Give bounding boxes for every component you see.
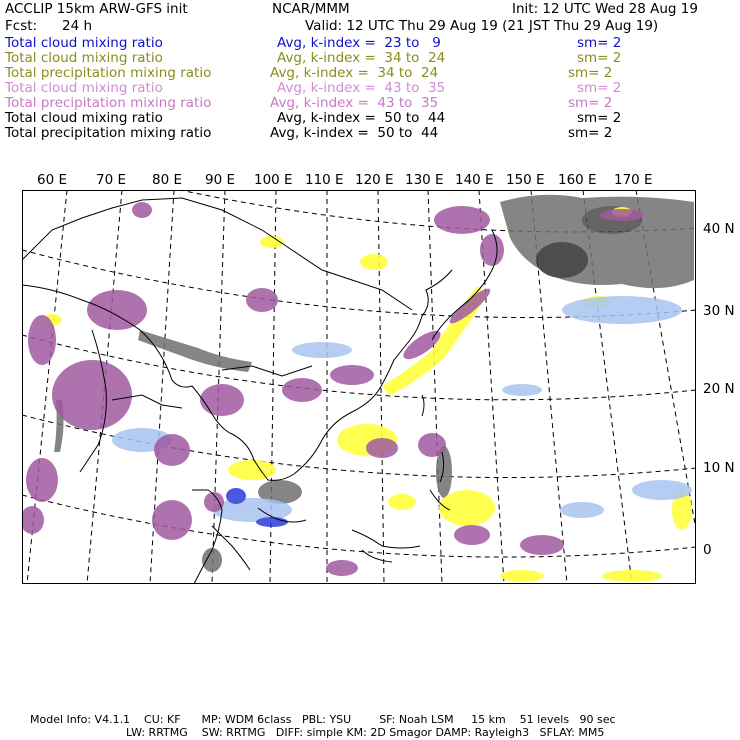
lon-label: 150 E	[506, 172, 545, 188]
legend-smoothing: sm= 2	[577, 50, 622, 66]
legend-index-range: Avg, k-index = 34 to 24	[270, 65, 439, 81]
lat-label: 30 N	[703, 303, 735, 319]
legend-field: Total cloud mixing ratio	[5, 35, 163, 51]
forecast-label: Fcst:	[5, 18, 38, 34]
valid-time: Valid: 12 UTC Thu 29 Aug 19 (21 JST Thu 29 Aug 19)	[305, 18, 659, 34]
lat-label: 10 N	[703, 460, 735, 476]
legend-smoothing: sm= 2	[577, 110, 622, 126]
legend-index-range: Avg, k-index = 50 to 44	[270, 125, 439, 141]
legend-index-range: Avg, k-index = 34 to 24	[277, 50, 446, 66]
lon-label: 170 E	[614, 172, 653, 188]
legend-field: Total cloud mixing ratio	[5, 80, 163, 96]
legend-field: Total precipitation mixing ratio	[5, 95, 212, 111]
lon-label: 80 E	[152, 172, 182, 188]
lon-label: 160 E	[558, 172, 597, 188]
lon-label: 140 E	[455, 172, 494, 188]
legend-index-range: Avg, k-index = 50 to 44	[277, 110, 446, 126]
lat-label: 40 N	[703, 221, 735, 237]
lon-label: 100 E	[254, 172, 293, 188]
legend-index-range: Avg, k-index = 43 to 35	[270, 95, 439, 111]
legend-index-range: Avg, k-index = 43 to 35	[277, 80, 446, 96]
lon-label: 110 E	[305, 172, 344, 188]
lon-label: 120 E	[355, 172, 394, 188]
lon-label: 70 E	[96, 172, 126, 188]
legend-field: Total precipitation mixing ratio	[5, 65, 212, 81]
init-time: Init: 12 UTC Wed 28 Aug 19	[512, 1, 698, 17]
model-info-line2: LW: RRTMG SW: RRTMG DIFF: simple KM: 2D Smagor DAMP: Rayleigh3 SFLAY: MM5	[126, 726, 605, 739]
legend-smoothing: sm= 2	[568, 95, 613, 111]
model-center: NCAR/MMM	[272, 1, 350, 17]
legend-smoothing: sm= 2	[577, 35, 622, 51]
map-panel	[22, 190, 696, 584]
legend-smoothing: sm= 2	[577, 80, 622, 96]
lon-label: 130 E	[405, 172, 444, 188]
legend-smoothing: sm= 2	[568, 65, 613, 81]
legend-index-range: Avg, k-index = 23 to 9	[277, 35, 441, 51]
legend-field: Total cloud mixing ratio	[5, 50, 163, 66]
lon-label: 60 E	[37, 172, 67, 188]
legend-field: Total cloud mixing ratio	[5, 110, 163, 126]
forecast-hour: 24 h	[62, 18, 93, 34]
lon-label: 90 E	[205, 172, 235, 188]
legend-smoothing: sm= 2	[568, 125, 613, 141]
lat-label: 0	[703, 542, 712, 558]
legend-field: Total precipitation mixing ratio	[5, 125, 212, 141]
model-info-line1: Model Info: V4.1.1 CU: KF MP: WDM 6class PBL: YSU SF: Noah LSM 15 km 51 levels 90 sec	[30, 713, 616, 726]
map-title: ACCLIP 15km ARW-GFS init	[5, 1, 188, 17]
lat-label: 20 N	[703, 381, 735, 397]
